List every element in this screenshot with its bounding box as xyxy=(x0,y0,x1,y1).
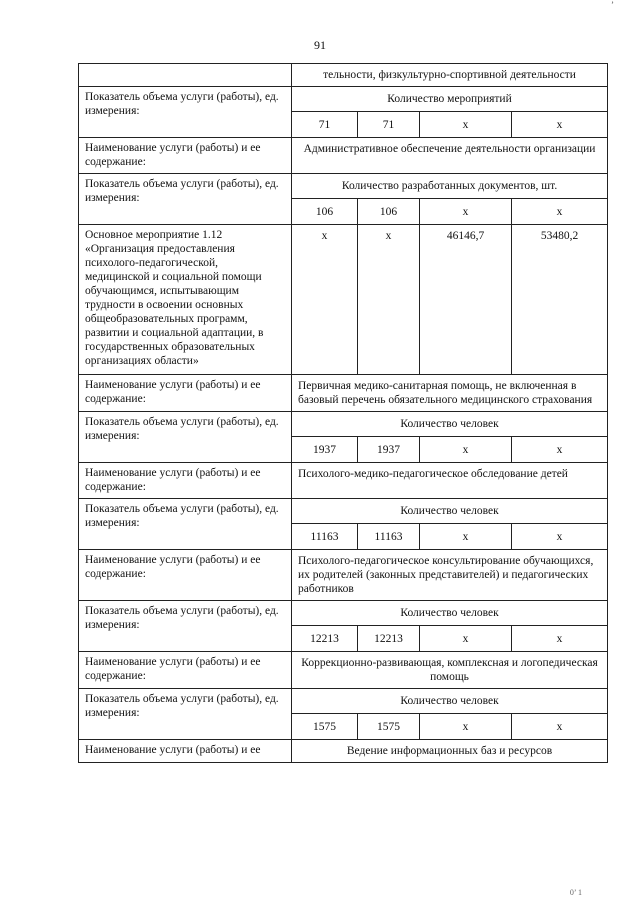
value-cell: х xyxy=(512,437,608,463)
value-cell: 11163 xyxy=(358,524,420,550)
table-row xyxy=(79,463,608,499)
value-cell: х xyxy=(420,112,512,138)
indicator-unit: Количество человек xyxy=(292,499,608,524)
indicator-unit: Количество разработанных документов, шт. xyxy=(292,174,608,199)
page-number: 91 xyxy=(314,38,326,52)
value-cell: х xyxy=(358,225,420,375)
service-description: Психолого-медико-педагогическое обследование детей xyxy=(292,463,608,499)
service-label: Наименование услуги (работы) и ее содержание: xyxy=(79,652,292,689)
indicator-label: Показатель объема услуги (работы), ед. измерения: xyxy=(79,499,292,550)
value-cell: 1575 xyxy=(292,714,358,740)
indicator-label: Показатель объема услуги (работы), ед. измерения: xyxy=(79,689,292,740)
table-row xyxy=(79,499,608,524)
indicator-label: Показатель объема услуги (работы), ед. измерения: xyxy=(79,412,292,463)
value-cell: 12213 xyxy=(358,626,420,652)
indicator-unit: Количество человек xyxy=(292,601,608,626)
value-cell: 11163 xyxy=(292,524,358,550)
value-cell: 71 xyxy=(358,112,420,138)
value-cell: х xyxy=(420,626,512,652)
value-cell: 53480,2 xyxy=(512,225,608,375)
service-description: Административное обеспечение деятельности организации xyxy=(292,138,608,174)
service-description: Ведение информационных баз и ресурсов xyxy=(292,740,608,763)
value-cell: х xyxy=(420,714,512,740)
table-row xyxy=(79,225,608,375)
value-cell: х xyxy=(512,626,608,652)
value-cell: 46146,7 xyxy=(420,225,512,375)
table-row xyxy=(79,64,608,87)
value-cell: 12213 xyxy=(292,626,358,652)
services-table xyxy=(78,63,608,763)
table-row xyxy=(79,601,608,626)
indicator-label: Показатель объема услуги (работы), ед. измерения: xyxy=(79,174,292,225)
scan-mark: ’ xyxy=(611,0,614,10)
table-row xyxy=(79,689,608,714)
indicator-label: Показатель объема услуги (работы), ед. измерения: xyxy=(79,87,292,138)
value-cell: х xyxy=(292,225,358,375)
indicator-unit: Количество человек xyxy=(292,689,608,714)
value-cell: 1937 xyxy=(292,437,358,463)
value-cell: 106 xyxy=(292,199,358,225)
table-row xyxy=(79,375,608,412)
value-cell: х xyxy=(420,199,512,225)
table-row xyxy=(79,550,608,601)
indicator-unit: Количество человек xyxy=(292,412,608,437)
value-cell: 1575 xyxy=(358,714,420,740)
indicator-unit: Количество мероприятий xyxy=(292,87,608,112)
scan-mark: 0’ 1 xyxy=(569,888,582,897)
table-row xyxy=(79,652,608,689)
value-cell: х xyxy=(512,524,608,550)
value-cell: х xyxy=(420,524,512,550)
service-label: Наименование услуги (работы) и ее содержание: xyxy=(79,550,292,601)
service-label: Наименование услуги (работы) и ее содержание: xyxy=(79,463,292,499)
value-cell: 1937 xyxy=(358,437,420,463)
empty-cell xyxy=(79,64,292,87)
table-row xyxy=(79,138,608,174)
service-label: Наименование услуги (работы) и ее xyxy=(79,740,292,763)
value-cell: 106 xyxy=(358,199,420,225)
table-row xyxy=(79,174,608,199)
service-description: Психолого-педагогическое консультирование обучающихся, их родителей (законных представителей) и педагогических работников xyxy=(292,550,608,601)
value-cell: х xyxy=(512,199,608,225)
service-description: тельности, физкультурно-спортивной деятельности xyxy=(292,64,608,87)
table-row xyxy=(79,740,608,763)
value-cell: х xyxy=(512,714,608,740)
table-row xyxy=(79,412,608,437)
indicator-label: Показатель объема услуги (работы), ед. измерения: xyxy=(79,601,292,652)
service-label: Наименование услуги (работы) и ее содержание: xyxy=(79,138,292,174)
table-row xyxy=(79,87,608,112)
service-description: Коррекционно-развивающая, комплексная и логопедическая помощь xyxy=(292,652,608,689)
value-cell: х xyxy=(420,437,512,463)
value-cell: 71 xyxy=(292,112,358,138)
service-description: Первичная медико-санитарная помощь, не включенная в базовый перечень обязательного медицинского страхования xyxy=(292,375,608,412)
service-label: Наименование услуги (работы) и ее содержание: xyxy=(79,375,292,412)
value-cell: х xyxy=(512,112,608,138)
event-title: Основное мероприятие 1.12 «Организация предоставления психолого-педагогической, медицинской и социальной помощи обучающимся, испытывающим трудности в освоении основных общеобразовательных программ, развитии и социальной адаптации, в государственных образовательных организациях области» xyxy=(79,225,292,375)
